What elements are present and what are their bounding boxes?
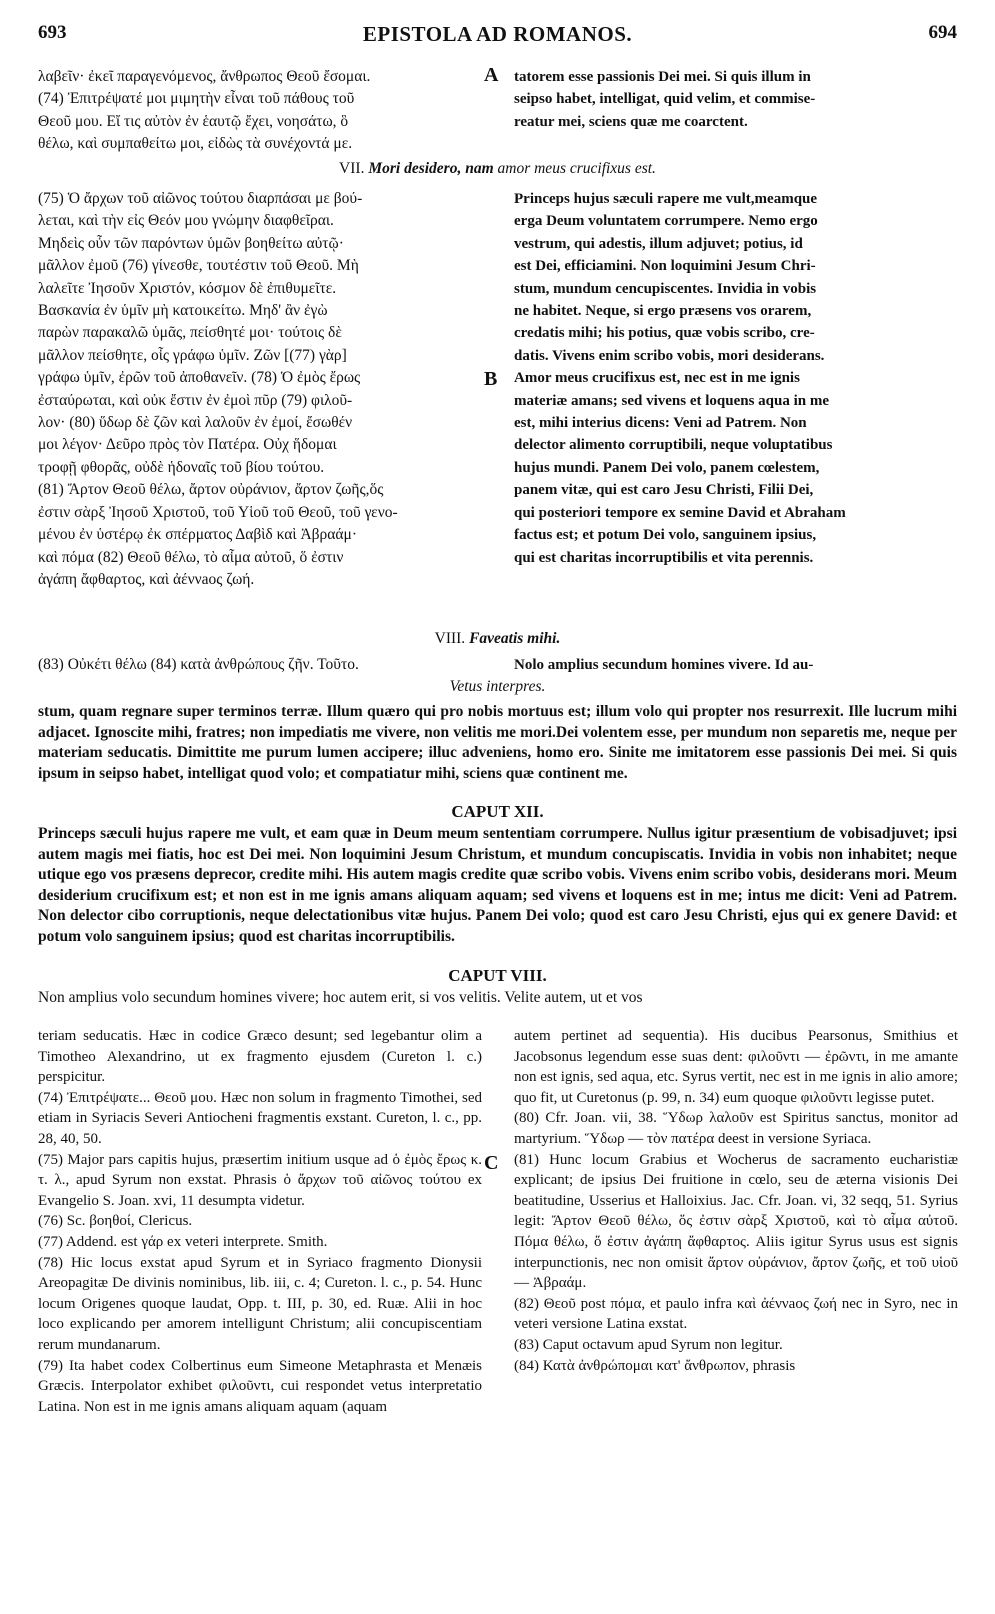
- greek-line: μοι λέγον· Δεῦρο πρὸς τὸν Πατέρα. Οὐχ ἥδομαι: [38, 436, 337, 454]
- greek-line: (83) Οὐκέτι θέλω (84) κατὰ ἀνθρώπους ζῆν. Τοῦτο.: [38, 656, 359, 673]
- latin-line: erga Deum voluntatem corrumpere. Nemo ergo: [514, 213, 818, 230]
- running-title: EPISTOLA AD ROMANOS.: [362, 22, 633, 46]
- footnote: (77) Addend. est γάρ ex veteri interprete. Smith.: [38, 1233, 328, 1250]
- greek-line: (74) Ἐπιτρέψατέ μοι μιμητὴν εἶναι τοῦ πάθους τοῦ: [38, 90, 355, 108]
- section-title-latin-side: amor meus crucifixus est.: [497, 160, 656, 177]
- caput-viii-heading: CAPUT VIII.: [448, 966, 547, 985]
- latin-line: panem vitæ, qui est caro Jesu Christi, Filii Dei,: [514, 482, 814, 499]
- latin-line: datis. Vivens enim scribo vobis, mori desiderans.: [514, 347, 825, 364]
- latin-line: factus est; et potum Dei volo, sanguinem ipsius,: [514, 527, 817, 544]
- vetus-interpres-heading: [38, 678, 957, 696]
- latin-line: stum, mundum cencupiscentes. Invidia in vobis: [514, 280, 817, 297]
- vetus-paragraph-2: [38, 824, 957, 947]
- margin-marker-b: B: [484, 368, 498, 390]
- latin-line: tatorem esse passionis Dei mei. Si quis illum in: [514, 69, 811, 85]
- latin-line: ne habitet. Neque, si ergo præsens vos orarem,: [514, 303, 812, 320]
- latin-line: hujus mundi. Panem Dei volo, panem cœlestem,: [514, 459, 820, 476]
- paragraph-text: Non amplius volo secundum homines vivere; hoc autem erit, si vos velitis. Velite autem, ut et vos: [38, 989, 643, 1006]
- footnote: (82) Θεοῦ post πόμα, et paulo infra καὶ ἀέννaος ζωή nec in Syro, nec in veteri versione Latina exstat.: [514, 1295, 958, 1333]
- latin-line: est Dei, efficiamini. Non loquimini Jesum Chri-: [514, 258, 816, 275]
- vetus-paragraph-1: [38, 702, 957, 784]
- paragraph-text: stum, quam regnare super terminos terræ. Illum quæro qui pro nobis mortuus est; illum volo qui propter nos resurrexit. Ille lucrum mihi adjacet. Ignoscite mihi, fratres; non impediatis me vivere, non velitis me mori.Dei volentem esse, per mundum non separetis me, neque per materiam seducatis. Dimittite me purum lumen accipere; illuc adveniens, homo ero. Sinite me imitatorem esse passionis Dei mei. Si quis ipsum in seipso habet, intelligat quod volo; et compatiatur mihi, sciens quæ continent me.: [38, 703, 957, 782]
- latin-line-viii: [514, 654, 958, 676]
- latin-line: Amor meus crucifixus est, nec est in me ignis: [514, 370, 800, 387]
- footnote: (78) Hic locus exstat apud Syrum et in Syriaco fragmento Dionysii Areopagitæ De divinis nominibus, lib. iii, c. 4; Cureton. l. c., p. 54. Hunc locum Origenes quoque laudat, Opp. t. III, p. 30, ed. Ruæ. Alii in hoc loco explicando per amorem intelligunt Christum; alii concupiscentiam rerum mundanarum.: [38, 1254, 482, 1353]
- latin-line: qui posteriori tempore ex semine David et Abraham: [514, 504, 846, 521]
- latin-line: Nolo amplius secundum homines vivere. Id au-: [514, 657, 814, 673]
- greek-line: γράφω ὑμῖν, ἐρῶν τοῦ ἀποθανεῖν. (78) Ὁ ἐμὸς ἔρως: [38, 369, 361, 387]
- footnote: (76) Sc. βοηθοί, Clericus.: [38, 1213, 193, 1230]
- vetus-heading-text: Vetus interpres.: [449, 678, 546, 695]
- running-header: [38, 22, 957, 52]
- footnotes-left: [38, 1026, 482, 1417]
- caput-xii-heading: CAPUT XII.: [451, 802, 544, 821]
- greek-line: Μηδεὶς οὖν τῶν παρόντων ὑμῶν βοηθείτω αὐτῷ·: [38, 234, 344, 252]
- greek-line: (81) Ἄρτον Θεοῦ θέλω, ἄρτον οὐράνιον, ἄρτον ζωῆς,ὅς: [38, 481, 384, 499]
- greek-column-intro: [38, 66, 482, 156]
- latin-line: est, mihi interius dicens: Veni ad Patrem. Non: [514, 415, 807, 432]
- greek-line: Βασκανία ἐν ὑμῖν μὴ κατοικείτω. Μηδ' ἂν ἐγὼ: [38, 302, 328, 320]
- footnote: (75) Major pars capitis hujus, præsertim initium usque ad ὁ ἐμὸς ἔρως κ. τ. λ., apud Syrum non exstat. Phrasis ὁ ἄρχων τοῦ αἰῶνος τούτου ex Evangelio S. Joan. xvi, 11 desumpta videtur.: [38, 1151, 482, 1209]
- left-page-number: 693: [38, 22, 67, 43]
- greek-line: (75) Ὁ ἄρχων τοῦ αἰῶνος τούτου διαρπάσαι με βού-: [38, 190, 363, 207]
- section-vii-heading: [38, 160, 957, 178]
- latin-line: credatis mihi; his potius, quæ vobis scribo, cre-: [514, 325, 815, 342]
- latin-line: Princeps hujus sæculi rapere me vult,meamque: [514, 191, 818, 207]
- vetus-paragraph-3: [38, 988, 957, 1009]
- latin-line: qui est charitas incorruptibilis et vita perennis.: [514, 549, 814, 566]
- margin-marker-c: C: [484, 1152, 499, 1174]
- greek-line: Θεοῦ μου. Εἴ τις αὐτὸν ἐν ἑαυτῷ ἔχει, νοησάτω, ὃ: [38, 112, 349, 130]
- paragraph-text: Princeps sæculi hujus rapere me vult, et eam quæ in Deum meum sententiam corrumpere. Nullus igitur præsentium de vobisadjuvet; ipsi autem magis mei fiatis, hoc est Dei mei. Non loquimini Jesum Christum, et mundum concupiscatis. Invidia in vobis non inhabitet; neque utique ego vos præsens deprecor, credite mihi. His autem magis credite quæ scribo vobis. Vivens enim scribo vobis, desiderans mori. Meum desiderium crucifixum est; et non est in me ignis amans aliquam aquam; sed vivens et loquens est in me; intus me dicit: Veni ad Patrem. Non delector cibo corruptionis, neque delectationibus vitæ hujus. Panem Dei volo; quod est caro Jesu Christi, ejus qui ex genere David: et potum volo sanguinem ipsius; quod est charitas incorruptibilis.: [38, 825, 957, 945]
- greek-line: λαλεῖτε Ἰησοῦν Χριστόν, κόσμον δὲ ἐπιθυμεῖτε.: [38, 279, 337, 297]
- greek-line: θέλω, καὶ συμπαθείτω μοι, εἰδὼς τὰ συνέχοντά με.: [38, 135, 353, 153]
- greek-line: ἐστιν σὰρξ Ἰησοῦ Χριστοῦ, τοῦ Υἱοῦ τοῦ Θεοῦ, τοῦ γενο-: [38, 503, 398, 521]
- section-title: Faveatis mihi.: [469, 630, 561, 647]
- greek-line: μᾶλλον ἐμοῦ (76) γίνεσθε, τουτέστιν τοῦ Θεοῦ. Μὴ: [38, 257, 359, 275]
- footnote: (80) Cfr. Joan. vii, 38. Ὕδωρ λαλοῦν est Spiritus sanctus, monitor ad martyrium. Ὕδωρ — τὸν πατέρα deest in versione Syriaca.: [514, 1110, 958, 1147]
- section-numeral: VIII.: [434, 630, 466, 647]
- greek-line: ἀγάπη ἄφθαρτος, καὶ ἀέννaος ζωή.: [38, 570, 255, 588]
- section-viii-heading: [38, 630, 957, 648]
- footnote: autem pertinet ad sequentia). His ducibus Pearsonus, Smithius et Jacobsonus legendum esse suas dent: φιλοῦντι — ἐρῶντι, in me amante non est ignis, sed aqua, etc. Syrus vertit, nec est in me ignis in alio amore; quo fit, ut Curetonus (p. 99, n. 34) eum quoque φιλοῦντι legisse putet.: [514, 1028, 958, 1106]
- section-numeral: VII.: [339, 160, 365, 177]
- footnote: (74) Ἐπιτρέψατε... Θεοῦ μου. Hæc non solum in fragmento Timothei, sed etiam in Syriacis Severi Antiocheni fragmentis exstant. Cureton, l. c., pp. 28, 40, 50.: [38, 1089, 482, 1147]
- footnote: (83) Caput octavum apud Syrum non legitur.: [514, 1336, 783, 1353]
- footnote: (79) Ita habet codex Colbertinus eum Simeone Metaphrasta et Menæis Græcis. Interpolator exhibet φιλοῦντι, cui respondet vetus interpretatio Latina. Non est in me ignis amans aliquam aquam (aquam: [38, 1357, 482, 1415]
- latin-column-intro: [514, 66, 958, 133]
- latin-line: seipso habet, intelligat, quid velim, et commise-: [514, 91, 816, 108]
- footnote: (84) Κατὰ ἀνθρώπομαι κατ' ἄνθρωπον, phrasis: [514, 1357, 796, 1374]
- greek-line: ἐσταύρωται, καὶ οὐκ ἔστιν ἐν ἐμοὶ πῦρ (79) φιλοῦ-: [38, 391, 353, 409]
- greek-line: μᾶλλον πείσθητε, οἷς γράφω ὑμῖν. Ζῶν [(77) γὰρ]: [38, 346, 347, 364]
- greek-line: λεται, καὶ τὴν εἰς Θεόν μου γνώμην διαφθεῖραι.: [38, 212, 334, 230]
- greek-line: μένου ἐν ὑστέρῳ ἐκ σπέρματος Δαβὶδ καὶ Ἀβραάμ·: [38, 526, 357, 544]
- latin-line: delector alimento corruptibili, neque voluptatibus: [514, 437, 833, 454]
- latin-line: reatur mei, sciens quæ me coarctent.: [514, 113, 748, 130]
- footnote: teriam seducatis. Hæc in codice Græco desunt; sed legebantur olim a Timotheo Alexandrino, ut ex fragmento ejusdem (Cureton l. c.) perspicitur.: [38, 1028, 482, 1086]
- latin-line: materiæ amans; sed vivens et loquens aqua in me: [514, 392, 830, 409]
- section-title-greek-side: Mori desidero, nam: [368, 160, 494, 177]
- latin-line: vestrum, qui adestis, illum adjuvet; potius, id: [514, 235, 803, 252]
- latin-column-vii: [514, 188, 958, 569]
- greek-line: καὶ πόμα (82) Θεοῦ θέλω, τὸ αἷμα αὐτοῦ, ὅ ἐστιν: [38, 548, 344, 566]
- margin-marker-a: A: [484, 64, 499, 86]
- greek-line: τροφῇ φθορᾶς, οὐδὲ ἡδοναῖς τοῦ βίου τούτου.: [38, 458, 325, 476]
- footnote: (81) Hunc locum Grabius et Wocherus de sacramento eucharistiæ explicant; de ipsius Dei fruitione in cœlo, seu de æterna visionis Dei beatitudine, Usserius et Halloixius. Jac. Cfr. Joan. vi, 32 seqq, 51. Syrius legit: Ἄρτον Θεοῦ θέλω, ὅς ἐστιν σὰρξ Χριστοῦ, καὶ τὸ αἷμα αὐτοῦ. Πόμα θέλω, ὅ ἐστιν ἀγάπη ἄφθαρτος. Aliis igitur Syrus usus est signis interpunctionis, nec non omisit ἄρτον οὐράνιον, ἄρτον ζωῆς, et τοῦ υἱοῦ — Ἀβραάμ.: [514, 1151, 958, 1292]
- greek-line: λαβεῖν· ἐκεῖ παραγενόμενος, ἄνθρωπος Θεοῦ ἔσομαι.: [38, 68, 371, 85]
- right-page-number: 694: [928, 22, 957, 43]
- greek-column-vii: [38, 188, 482, 591]
- footnotes-right: [514, 1026, 958, 1376]
- greek-line: παρὼν παρακαλῶ ὑμᾶς, πείσθητέ μοι· τούτοις δὲ: [38, 324, 342, 342]
- greek-line: λον· (80) ὕδωρ δὲ ζῶν καὶ λαλοῦν ἐν ἐμοί, ἔσωθέν: [38, 414, 353, 432]
- greek-line-viii: [38, 654, 482, 676]
